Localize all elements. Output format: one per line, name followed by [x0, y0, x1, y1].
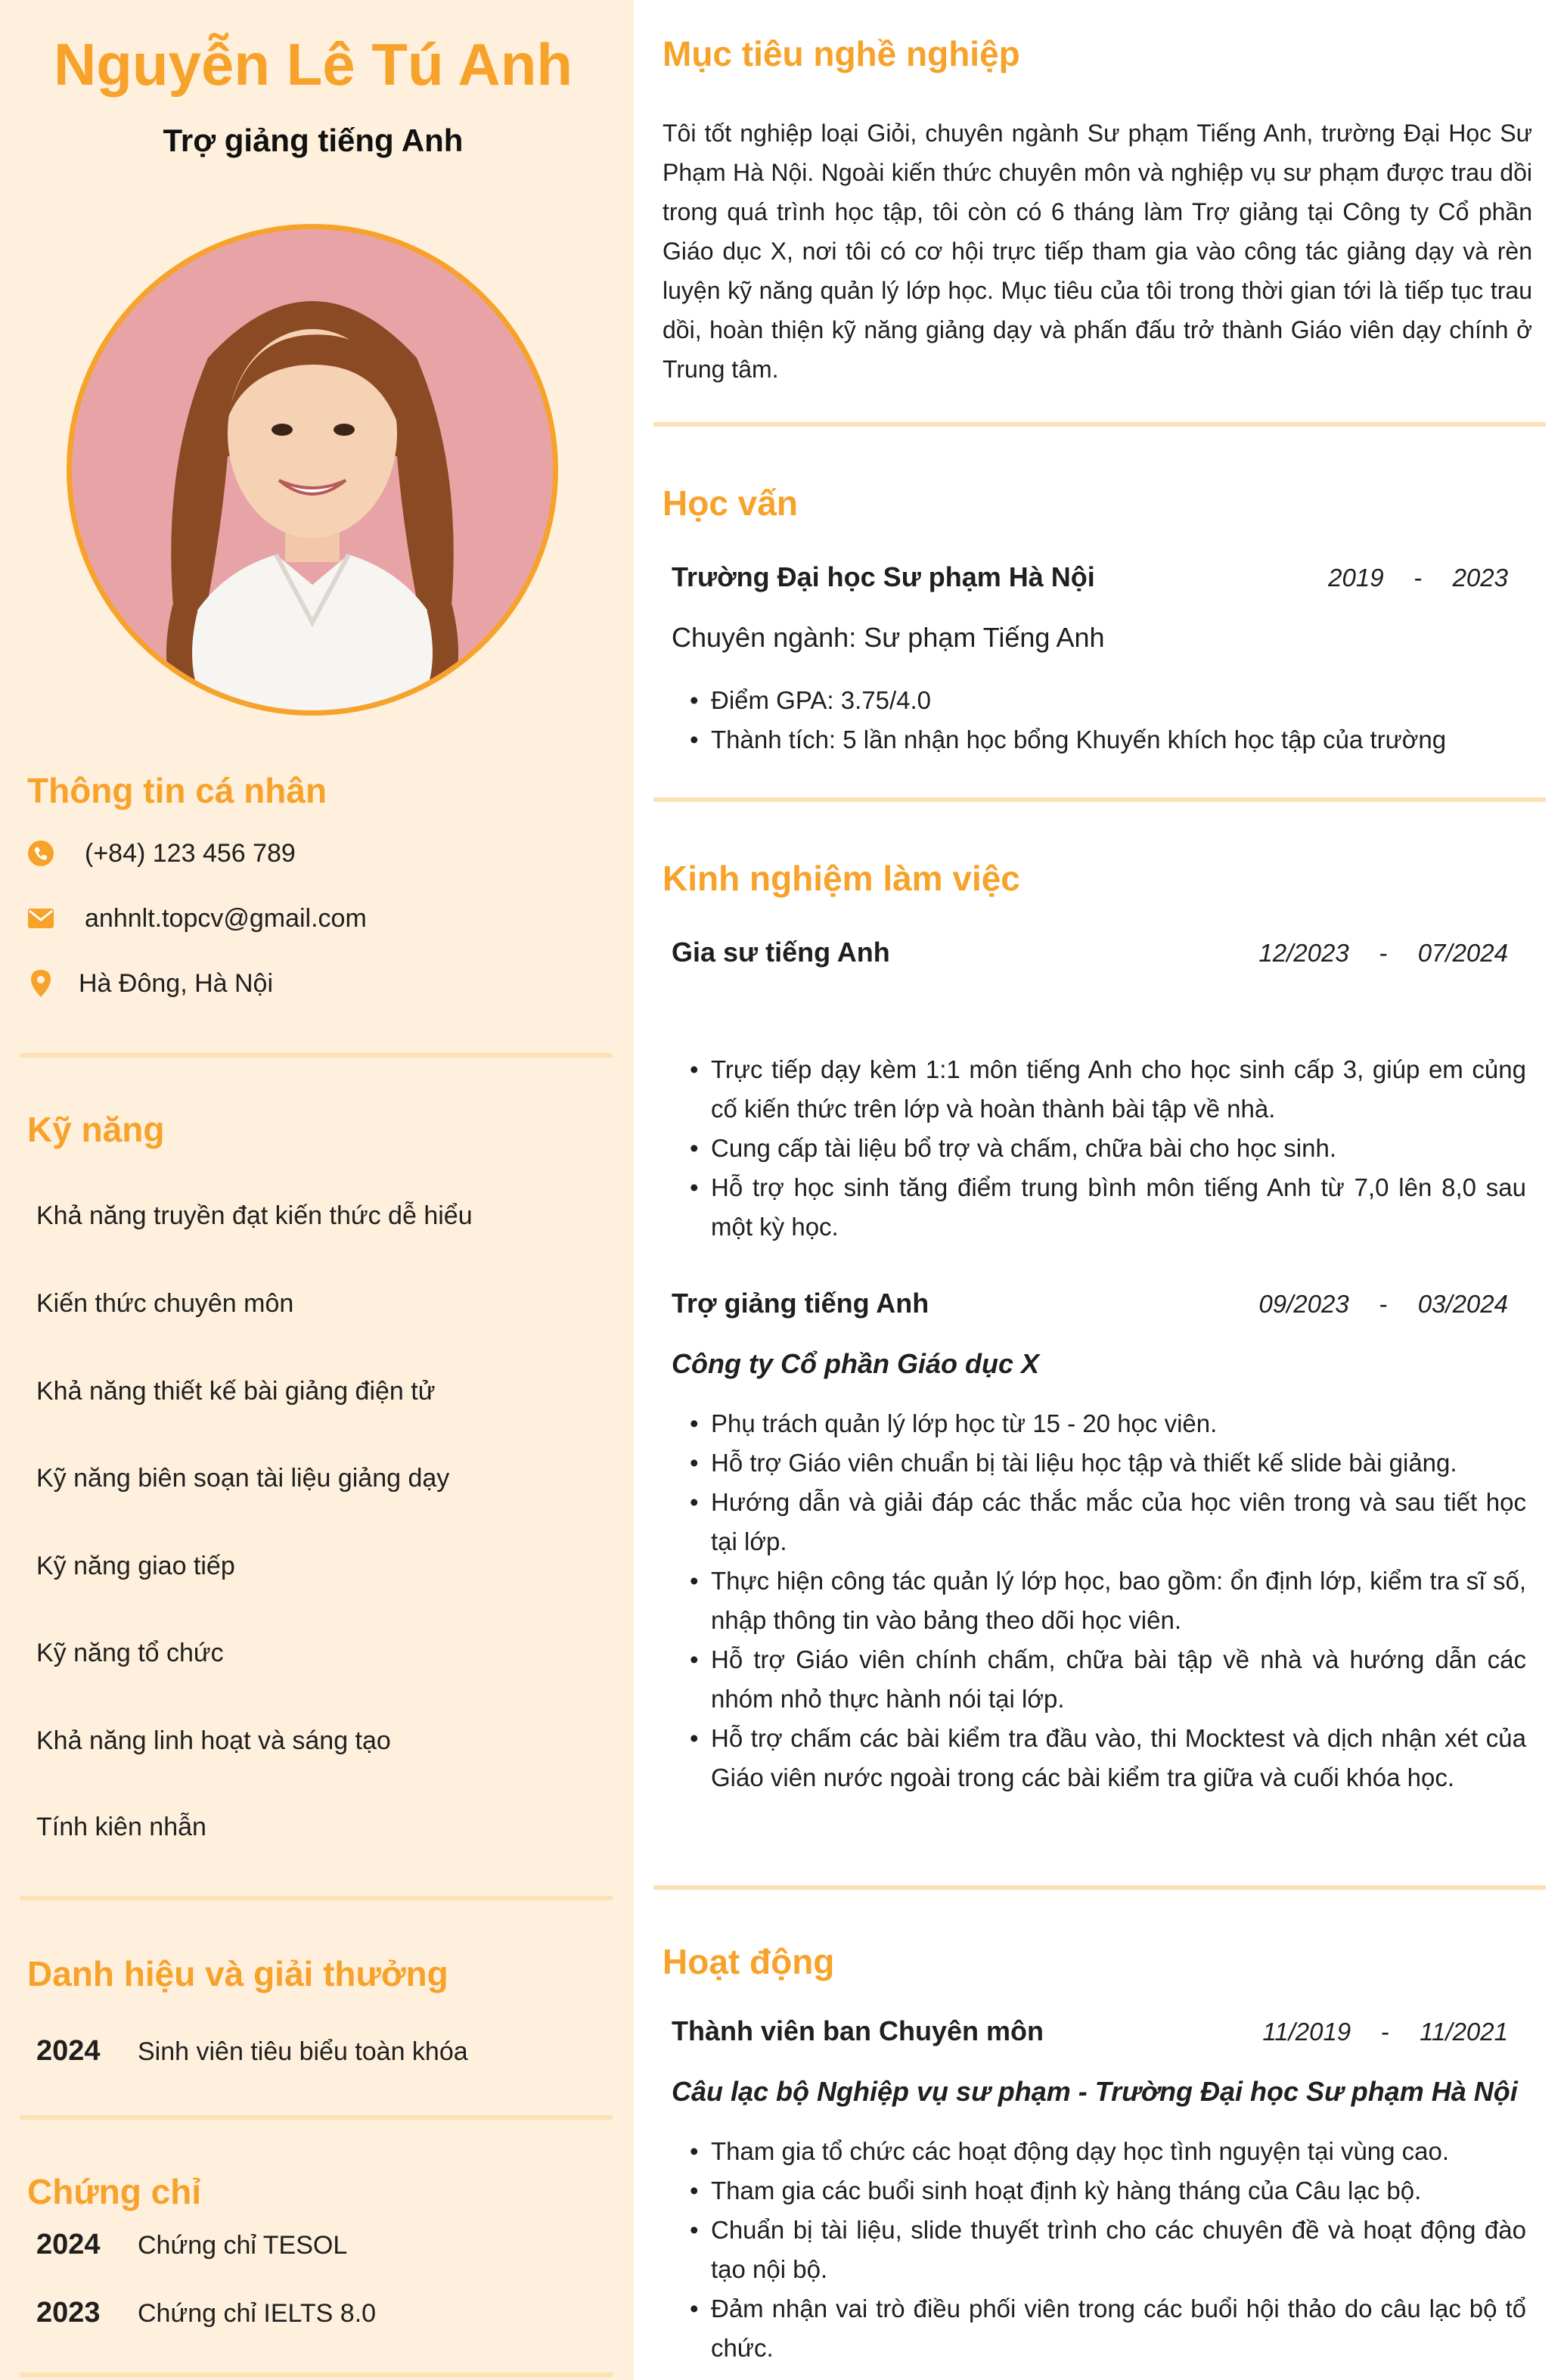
- skill-item: Khả năng thiết kế bài giảng điện tử: [36, 1377, 436, 1406]
- certificate-text: Chứng chỉ IELTS 8.0: [138, 2299, 377, 2328]
- activities-heading: Hoạt động: [663, 1942, 835, 1981]
- phone-icon: [27, 840, 54, 867]
- date-start: 11/2019: [1262, 2018, 1351, 2046]
- certificate-row: [36, 2297, 376, 2329]
- contact-heading: Thông tin cá nhân: [27, 771, 327, 810]
- candidate-name: Nguyễn Lê Tú Anh: [53, 31, 573, 98]
- award-year: 2024: [36, 2035, 101, 2067]
- list-item: • Hướng dẫn và giải đáp các thắc mắc của học viên trong và sau tiết học tại lớp.: [694, 1483, 1526, 1561]
- divider: [20, 1896, 613, 1900]
- date-start: 09/2023: [1258, 1290, 1349, 1318]
- divider: [653, 422, 1546, 427]
- list-item: • Thực hiện công tác quản lý lớp học, bao gồm: ổn định lớp, kiểm tra sĩ số, nhập thông tin vào bảng theo dõi học viên.: [694, 1561, 1526, 1640]
- skills-heading: Kỹ năng: [27, 1110, 165, 1149]
- job-company: Công ty Cổ phần Giáo dục X: [672, 1348, 1039, 1379]
- contact-email: [27, 896, 367, 941]
- list-item: • Phụ trách quản lý lớp học từ 15 - 20 học viên.: [694, 1404, 1526, 1443]
- education-bullets: [694, 681, 1526, 760]
- skill-item: Kỹ năng giao tiếp: [36, 1552, 235, 1580]
- map-pin-icon: [27, 970, 54, 997]
- list-item: • Chuẩn bị tài liệu, slide thuyết trình cho các chuyên đề và hoạt động đào tạo nội bộ.: [694, 2211, 1526, 2289]
- awards-heading: Danh hiệu và giải thưởng: [27, 1954, 448, 1993]
- job-bullets: [694, 1050, 1526, 1247]
- date-end: 2023: [1452, 564, 1508, 592]
- list-item: • Trực tiếp dạy kèm 1:1 môn tiếng Anh cho học sinh cấp 3, giúp em củng cố kiến thức trên lớp và hoàn thành bài tập về nhà.: [694, 1050, 1526, 1129]
- certificates-heading: Chứng chỉ: [27, 2172, 202, 2211]
- divider: [653, 797, 1546, 802]
- divider: [20, 1053, 613, 1058]
- phone-text: (+84) 123 456 789: [85, 838, 296, 868]
- list-item: • Hỗ trợ chấm các bài kiểm tra đầu vào, thi Mocktest và dịch nhận xét của Giáo viên nước ngoài trong các bài kiểm tra giữa và cuối khóa học.: [694, 1719, 1526, 1797]
- skill-item: Kỹ năng biên soạn tài liệu giảng dạy: [36, 1464, 450, 1493]
- skill-item: Kỹ năng tổ chức: [36, 1639, 224, 1667]
- avatar: [67, 224, 558, 716]
- activity-role: Thành viên ban Chuyên môn: [672, 2015, 1044, 2046]
- award-text: Sinh viên tiêu biểu toàn khóa: [138, 2037, 468, 2066]
- list-item: • Cung cấp tài liệu bổ trợ và chấm, chữa bài cho học sinh.: [694, 1129, 1526, 1168]
- skill-item: Kiến thức chuyên môn: [36, 1289, 294, 1318]
- experience-heading: Kinh nghiệm làm việc: [663, 859, 1020, 898]
- job-bullets: [694, 1404, 1526, 1797]
- divider: [20, 2372, 613, 2377]
- certificate-row: [36, 2229, 347, 2261]
- education-school: Trường Đại học Sư phạm Hà Nội: [672, 561, 1095, 592]
- list-item: • Tham gia các buổi sinh hoạt định kỳ hàng tháng của Câu lạc bộ.: [694, 2171, 1526, 2211]
- divider: [653, 1885, 1546, 1890]
- skill-item: Tính kiên nhẫn: [36, 1813, 206, 1841]
- list-item: • Điểm GPA: 3.75/4.0: [694, 681, 1526, 720]
- list-item: • Hỗ trợ học sinh tăng điểm trung bình môn tiếng Anh từ 7,0 lên 8,0 sau một kỳ học.: [694, 1168, 1526, 1247]
- date-start: 12/2023: [1258, 939, 1349, 967]
- list-item: • Hỗ trợ Giáo viên chính chấm, chữa bài tập về nhà và hướng dẫn các nhóm nhỏ thực hành nói tại lớp.: [694, 1640, 1526, 1719]
- education-heading: Học vấn: [663, 483, 798, 523]
- objective-heading: Mục tiêu nghề nghiệp: [663, 34, 1020, 73]
- list-item: • Đảm nhận vai trò điều phối viên trong các buổi hội thảo do câu lạc bộ tổ chức.: [694, 2289, 1526, 2368]
- job-title: Gia sư tiếng Anh: [672, 937, 890, 968]
- divider: [20, 2115, 613, 2120]
- skill-item: Khả năng truyền đạt kiến thức dễ hiểu: [36, 1201, 473, 1230]
- award-row: [36, 2035, 468, 2068]
- job-dates: 12/2023 - 07/2024: [1258, 939, 1508, 967]
- date-end: 11/2021: [1420, 2018, 1508, 2046]
- address-text: Hà Đông, Hà Nội: [79, 968, 274, 998]
- job-title: Trợ giảng tiếng Anh: [672, 1288, 929, 1319]
- contact-address: [27, 961, 273, 1006]
- list-item: • Hỗ trợ Giáo viên chuẩn bị tài liệu học tập và thiết kế slide bài giảng.: [694, 1443, 1526, 1483]
- date-start: 2019: [1328, 564, 1384, 592]
- email-text: anhnlt.topcv@gmail.com: [85, 903, 367, 933]
- education-dates: 2019 - 2023: [1328, 564, 1508, 592]
- candidate-title: Trợ giảng tiếng Anh: [163, 123, 464, 158]
- activity-dates: 11/2019 - 11/2021: [1262, 2018, 1508, 2046]
- date-end: 07/2024: [1417, 939, 1508, 967]
- job-dates: 09/2023 - 03/2024: [1258, 1290, 1508, 1318]
- date-end: 03/2024: [1417, 1290, 1508, 1318]
- certificate-year: 2023: [36, 2297, 101, 2329]
- list-item: • Thành tích: 5 lần nhận học bổng Khuyến khích học tập của trường: [694, 720, 1526, 760]
- certificate-year: 2024: [36, 2229, 101, 2260]
- education-major: Chuyên ngành: Sư phạm Tiếng Anh: [672, 622, 1105, 653]
- list-item: • Tham gia tổ chức các hoạt động dạy học tình nguyện tại vùng cao.: [694, 2132, 1526, 2171]
- skill-item: Khả năng linh hoạt và sáng tạo: [36, 1726, 391, 1755]
- objective-text: Tôi tốt nghiệp loại Giỏi, chuyên ngành Sư phạm Tiếng Anh, trường Đại Học Sư Phạm Hà Nội. Ngoài kiến thức chuyên môn và nghiệp vụ sư phạm được trau dồi trong quá trình học tập, tôi còn có 6 tháng làm Trợ giảng tại Công ty Cổ phần Giáo dục X, nơi tôi có cơ hội trực tiếp tham gia vào công tác giảng dạy và rèn luyện kỹ năng quản lý lớp học. Mục tiêu của tôi trong thời gian tới là tiếp tục trau dồi, hoàn thiện kỹ năng giảng dạy và phấn đấu trở thành Giáo viên dạy chính ở Trung tâm.: [663, 120, 1532, 383]
- envelope-icon: [27, 905, 54, 932]
- certificate-text: Chứng chỉ TESOL: [138, 2231, 348, 2260]
- sidebar: [0, 0, 634, 2380]
- contact-phone: [27, 831, 296, 876]
- activity-bullets: [694, 2132, 1526, 2368]
- avatar-portrait: [72, 229, 553, 710]
- activity-org: Câu lạc bộ Nghiệp vụ sư phạm - Trường Đại học Sư phạm Hà Nội: [672, 2076, 1518, 2107]
